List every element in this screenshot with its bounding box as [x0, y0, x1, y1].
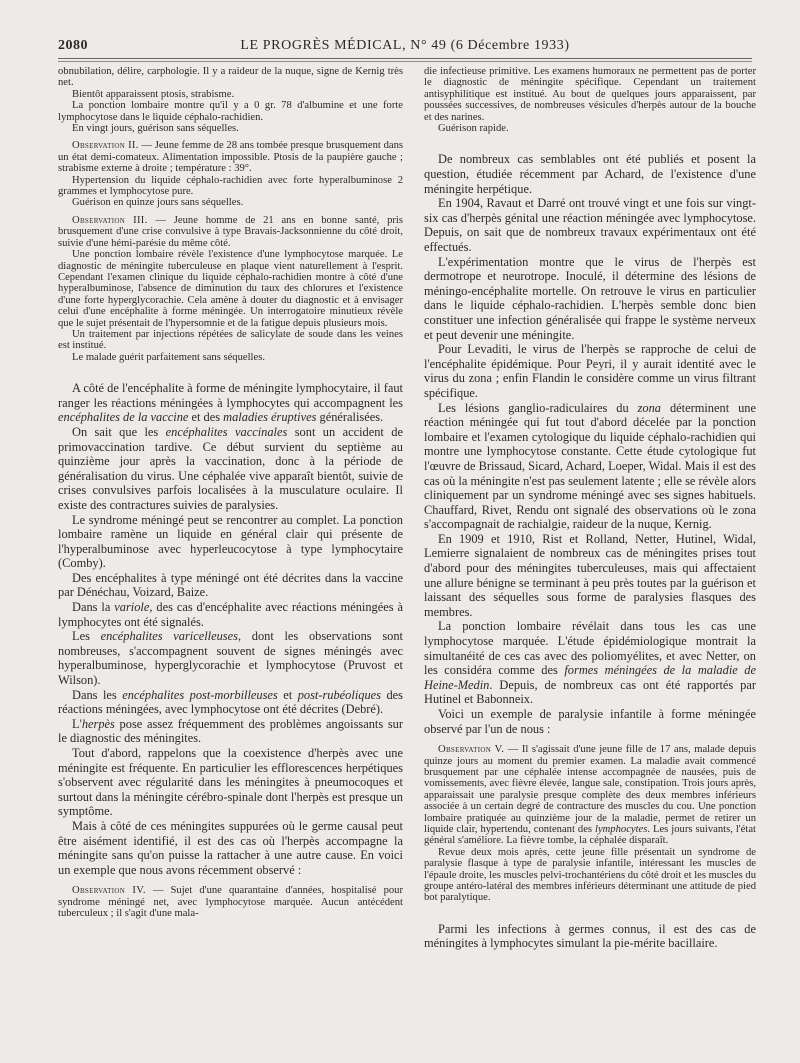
text-run: — Jeune femme de 28 ans tombée presque brusquement dans un état demi-comateux. Alimentation impossible. Ptosis de la paupière gauche ; strabisme externe à droite ; température : 39°.	[58, 140, 403, 175]
left-column	[58, 66, 403, 920]
page-number: 2080	[58, 38, 88, 53]
paragraph	[424, 744, 756, 847]
paragraph	[58, 215, 403, 249]
text-run: L'expérimentation montre que le virus de l'herpès est dermotrope et neurotrope. Inoculé, il détermine des lésions de méningo-encéphalite mortelle. On retrouve le virus en particulier dans le liquide céphalo-rachidien. L'herpès semble donc bien constituer une infection généralisée qui frappe le système nerveux et peut devenir une méningite.	[424, 254, 756, 342]
italic-term: variole	[114, 600, 150, 615]
italic-term: zona	[637, 400, 662, 415]
italic-term: lymphocytes	[595, 824, 648, 836]
italic-term: post-rubéoliques	[297, 687, 381, 702]
paragraph	[424, 532, 756, 620]
paragraph	[424, 123, 756, 134]
italic-term: herpès	[81, 716, 115, 731]
paragraph	[58, 425, 403, 513]
text-run: Revue deux mois après, cette jeune fille présentait un syndrome de paralysie flasque à type de paralysie infantile, intéressant les muscles de l'épaule droite, les muscles pelvi-trochantériens du côté droit et les muscles du groupe antéro-latéral des membres inférieurs déterminant une attitude de pied bot paralytique.	[424, 846, 756, 904]
text-run: Bientôt apparaissent ptosis, strabisme.	[72, 88, 235, 100]
text-run: obnubilation, délire, carphologie. Il y a raideur de la nuque, signe de Kernig très net.	[58, 66, 403, 89]
text-run: En 1904, Ravaut et Darré ont trouvé vingt et une fois sur vingt-six cas d'herpès génital une réaction méningée avec lymphocytose. Depuis, on sait que de nombreux travaux expérimentaux ont été effectués.	[424, 196, 756, 254]
text-run: et des	[188, 410, 224, 425]
text-run: Parmi les infections à germes connus, il est des cas de méningites à lymphocytes simulant la pie-mérite bacillaire.	[424, 921, 756, 951]
observation-heading: Observation III.	[72, 214, 148, 226]
paragraph	[58, 89, 403, 100]
text-run: A côté de l'encéphalite à forme de méningite lymphocytaire, il faut ranger les réactions méningées à lymphocytes qui accompagnent les	[58, 381, 403, 410]
text-run: De nombreux cas semblables ont été publiés et posent la question, étudiée récemment par Achard, de l'existence d'une méningite herpétique.	[424, 152, 756, 196]
paragraph	[58, 600, 403, 629]
paragraph	[58, 381, 403, 425]
text-run: Dans les	[72, 687, 123, 702]
text-run: Voici un exemple de paralysie infantile à forme méningée observé par l'un de nous :	[424, 707, 756, 736]
paragraph	[58, 175, 403, 198]
paragraph	[424, 707, 756, 736]
text-run: Les lésions ganglio-radiculaires du	[438, 400, 638, 415]
text-run: — Sujet d'une quarantaine d'années, hospitalisé pour syndrome méningé net, avec lymphocytose marquée. Aucun antécédent tuberculeux ; il s'agit d'une mala-	[58, 885, 403, 920]
paragraph	[58, 513, 403, 571]
paragraph	[424, 922, 756, 951]
text-run: En 1909 et 1910, Rist et Rolland, Netter, Hutinel, Widal, Lemierre signalaient de nombreux cas de méningites prises tout d'abord pour des méningites tuberculeuses, mais qui affectaient une allure bénigne se terminant à peu près toutes par la guérison et laissant des séquelles sous forme de paralysies flasques des membres.	[424, 531, 756, 619]
header-rule	[58, 58, 752, 59]
paragraph	[58, 746, 403, 819]
paragraph	[58, 352, 403, 363]
text-run: Guérison en quinze jours sans séquelles.	[72, 197, 244, 209]
text-run: Des encéphalites à type méningé ont été décrites dans la vaccine par Dénéchau, Voizard, Baize.	[58, 570, 403, 600]
text-run: et	[277, 687, 298, 702]
text-run: Un traitement par injections répétées de salicylate de soude dans les veines est institué.	[58, 328, 403, 352]
paragraph	[58, 123, 403, 134]
page-header	[58, 38, 752, 58]
text-run: La ponction lombaire montre qu'il y a 0 gr. 78 d'albumine et une forte lymphocytose dans le liquide céphalo-rachidien.	[58, 100, 403, 123]
italic-term: encéphalites varicelleuses	[100, 629, 238, 644]
paragraph	[58, 100, 403, 123]
italic-term: encéphalites post-morbilleuses	[122, 687, 278, 702]
italic-term: encéphalites vaccinales	[165, 424, 288, 439]
text-run: des réactions méningées, avec lymphocytose ont été décrites (Debré).	[58, 687, 403, 717]
text-run: Hypertension du liquide céphalo-rachidien avec forte hyperalbuminose 2 grammes et lymphocytose pure.	[58, 174, 403, 198]
paragraph	[424, 66, 756, 123]
paragraph	[58, 66, 403, 89]
observation-heading: Observation V.	[438, 744, 505, 756]
text-run: — Jeune homme de 21 ans en bonne santé, pris brusquement d'une crise convulsive à type Bravais-Jacksonnienne du côté droit, suivie d'une hémi-parésie du même côté.	[58, 214, 403, 249]
running-title: LE PROGRÈS MÉDICAL, N° 49 (6 Décembre 1933)	[240, 38, 570, 53]
text-run: Une ponction lombaire révèle l'existence d'une lymphocytose marquée. Le diagnostic de méningite tuberculeuse en plaque vient naturellement à l'esprit. Cependant l'examen clinique du liquide céphalo-rachidien montre à côté d'une hyperalbuminose, l'absence de diminution du taux des chlorures et l'existence d'une forte hyperglycorachie. Cela amène à douter du diagnostic et à envisager celui d'une encéphalite à forme méningée. Un interrogatoire minutieux révèle que le sujet présentait de l'hypersomnie et de la fatigue depuis plusieurs mois.	[58, 249, 403, 329]
paragraph	[58, 329, 403, 352]
italic-term: formes méningées de la maladie de Heine-Medin	[424, 663, 756, 692]
right-column	[424, 66, 756, 951]
text-run: déterminent une réaction méningée qui fut tout d'abord décelée par la ponction lombaire et l'examen cytologique du liquide céphalo-rachidien qui montre une lymphocytose constante. Cette étude cytologique fut l'œuvre de Brissaud, Sicard, Achard, Loeper, Widal. Mais il est des cas où la méningite n'est pas seulement latente ; elle se révèle alors cliniquement par un syndrome méningé avec ses signes habituels. Chauffard, Rivet, Rendu ont signalé des observations où le zona s'accompagnait de rachialgie, raideur de la nuque, Kernig.	[424, 400, 756, 532]
italic-term: encéphalites de la vaccine	[58, 410, 189, 425]
header-rule-secondary	[58, 61, 752, 62]
text-run: Guérison rapide.	[438, 123, 509, 135]
text-run: Pour Levaditi, le virus de l'herpès se rapproche de celui de l'encéphalite épidémique. Pour Peyri, il y aurait identité avec le virus du zona ; enfin Flandin le considère comme un virus filtrant spécifique.	[424, 342, 756, 400]
paragraph	[58, 629, 403, 687]
text-run: On sait que les	[72, 424, 166, 439]
paragraph	[58, 819, 403, 877]
text-run: La ponction lombaire révélait dans tous les cas une lymphocytose marquée. L'étude épidémiologique montrait la simultanéité de ces cas avec des poliomyélites, et avec Netter, on les considéra comme des	[424, 619, 756, 678]
paragraph	[424, 152, 756, 196]
text-run: L'	[72, 716, 82, 731]
paragraph	[58, 717, 403, 746]
paragraph	[424, 196, 756, 254]
observation-heading: Observation IV.	[72, 885, 146, 897]
paragraph	[58, 197, 403, 208]
paragraph	[424, 847, 756, 904]
paragraph	[424, 401, 756, 532]
text-run: Le syndrome méningé peut se rencontrer au complet. La ponction lombaire ramène un liquide en général clair qui présente de l'hyperalbuminose avec hyperleucocytose à type lymphocytaire (Comby).	[58, 512, 403, 571]
text-run: , dont les observations sont nombreuses, s'accompagnent souvent de signes méningés avec hyperalbuminose, hyperglycorachie et lymphocytose (Pruvost et Wilson).	[58, 629, 403, 688]
italic-term: maladies éruptives	[223, 410, 317, 425]
paragraph	[58, 688, 403, 717]
text-run: . Depuis, de nombreux cas ont été rapportés par Hutinel et Babonneix.	[424, 677, 756, 707]
text-run: , des cas d'encéphalite avec réactions méningées à lymphocytes ont été signalés.	[58, 600, 403, 629]
text-run: die infectieuse primitive. Les examens humoraux ne permettent pas de porter le diagnostic de méningite spécifique. Cependant un traitement antisyphilitique est institué. Au bout de quelques jours apparaissent, par poussées successives, de nombreuses vésicules d'herpès autour de la bouche et des narines.	[424, 66, 756, 123]
paragraph	[58, 249, 403, 329]
paragraph	[58, 571, 403, 600]
paragraph	[424, 619, 756, 707]
text-run: Dans la	[72, 600, 115, 615]
paragraph	[58, 885, 403, 919]
text-run: Mais à côté de ces méningites suppurées où le germe causal peut être aisément identifié, il est des cas où l'herpès accompagne la méningite sans qu'on puisse la rattacher à une autre cause. En voici un exemple que nous avons récemment observé :	[58, 818, 403, 877]
text-run: — Il s'agissait d'une jeune fille de 17 ans, malade depuis quinze jours au moment du premier examen. La maladie avait commencé brusquement par une céphalée intense accompagnée de nausées, puis de vomissements, avec fièvre élevée, langue sale, constipation. Trois jours après, apparaissait une paralysie presque complète des deux membres inférieurs associée à un certain degré de contracture des muscles du cou. Une ponction lombaire pratiquée au quinzième jour de la maladie, permet de retirer un liquide clair, hypertendu, contenant des	[424, 744, 756, 836]
paragraph	[58, 140, 403, 174]
paragraph	[424, 342, 756, 400]
text-run: . Les jours suivants, l'état général s'améliore. La fièvre tombe, la céphalée disparaît.	[424, 824, 756, 847]
text-run: Tout d'abord, rappelons que la coexistence d'herpès avec une méningite est fréquente. En particulier les efflorescences herpétiques s'observent avec régularité dans les méningites à pneumocoques et surtout dans la méningite cérébro-spinale dont l'herpès est presque un symptôme.	[58, 746, 403, 819]
text-run: pose assez fréquemment des problèmes angoissants sur le diagnostic des méningites.	[58, 716, 403, 746]
observation-heading: Observation II.	[72, 140, 139, 152]
paragraph	[424, 255, 756, 343]
text-run: Le malade guérit parfaitement sans séquelles.	[72, 351, 265, 363]
text-run: En vingt jours, guérison sans séquelles.	[72, 123, 239, 135]
text-run: généralisées.	[316, 410, 384, 425]
text-run: Les	[72, 629, 101, 644]
text-run: sont un accident de primovaccination tardive. Ce début survient du septième au quinzième jour après la vaccination, donc à la période de généralisation du virus. Une céphalée vive apparaît bientôt, suivie de crises convulsives parfois localisées à la musculature oculaire. Il existe des contractures suivies de paralysies.	[58, 424, 403, 512]
